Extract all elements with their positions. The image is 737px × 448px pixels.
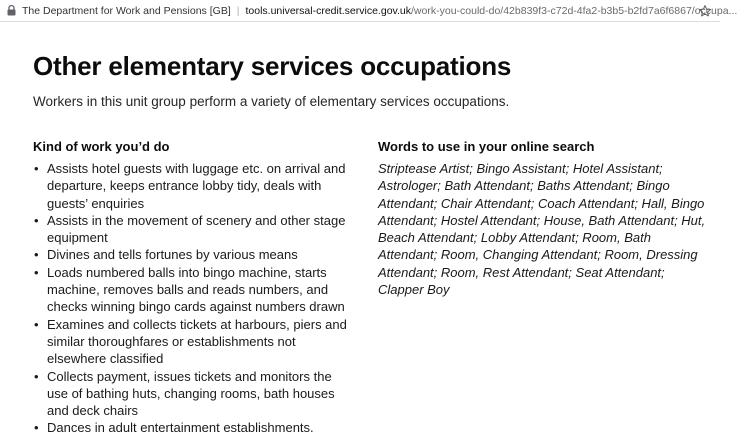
bullet: • <box>34 161 39 176</box>
kind-of-work-section <box>33 138 353 437</box>
page-lede: Workers in this unit group perform a variety of elementary services occupations. <box>33 94 510 109</box>
page-title: Other elementary services occupations <box>33 51 512 81</box>
list-item-text: Dances in adult entertainment establishments. <box>47 420 314 436</box>
list-item-text: Divines and tells fortunes by various means <box>47 247 298 263</box>
list-item-text: Assists hotel guests with luggage etc. on arrival and departure, keeps entrance lobby tidy, deals with guests’ enquiries <box>47 161 346 211</box>
list-item-text: Collects payment, issues tickets and monitors the use of bathing huts, changing rooms, bath houses and deck chairs <box>47 368 335 419</box>
list-item <box>33 316 353 368</box>
url-separator: | <box>236 4 240 17</box>
bullet: • <box>34 212 39 228</box>
bullet: • <box>34 264 39 280</box>
list-item <box>33 246 353 263</box>
url-path[interactable]: /work-you-could-do/42b839f3-c72d-4fa2-b3b5-b2fd7a6f6867/occupa... <box>411 4 737 17</box>
bullet: • <box>34 247 39 263</box>
list-item <box>33 212 353 247</box>
list-item <box>33 264 353 316</box>
search-words-heading: Words to use in your online search <box>378 139 595 154</box>
list-item-text: Assists in the movement of scenery and other stage equipment <box>47 212 346 246</box>
star-icon[interactable] <box>696 2 714 20</box>
bullet: • <box>34 368 39 384</box>
kind-of-work-list <box>33 160 353 437</box>
list-item-text: Examines and collects tickets at harbours, piers and similar thoroughfares or establishments not elsewhere classified <box>47 316 347 367</box>
list-item-text: Loads numbered balls into bingo machine, starts machine, removes balls and reads numbers, and checks winning bingo cards against numbers drawn <box>47 264 345 315</box>
search-words-text: Striptease Artist; Bingo Assistant; Hotel Assistant; Astrologer; Bath Attendant; Baths Attendant; Bingo Attendant; Chair Attendant; Coach Attendant; Hall, Bingo Attendant; Hostel Attendant; House, Bath Attendant; Hut, Beach Attendant; Lobby Attendant; Room, Bath Attendant; Room, Changing Attendant; Room, Dressing Attendant; Room, Rest Attendant; Seat Attendant; Clapper Boy <box>378 161 706 298</box>
url-domain[interactable]: tools.universal-credit.service.gov.uk <box>245 4 412 17</box>
list-item <box>33 419 353 436</box>
site-identity[interactable]: The Department for Work and Pensions [GB] <box>22 4 231 17</box>
list-item <box>33 160 353 212</box>
bullet: • <box>34 420 39 436</box>
bullet: • <box>34 316 39 332</box>
search-words-section <box>378 138 708 298</box>
list-item <box>33 368 353 420</box>
lock-icon[interactable] <box>4 4 18 18</box>
kind-of-work-heading: Kind of work you’d do <box>33 139 170 154</box>
address-bar[interactable] <box>0 0 737 22</box>
url-text[interactable] <box>245 4 737 17</box>
